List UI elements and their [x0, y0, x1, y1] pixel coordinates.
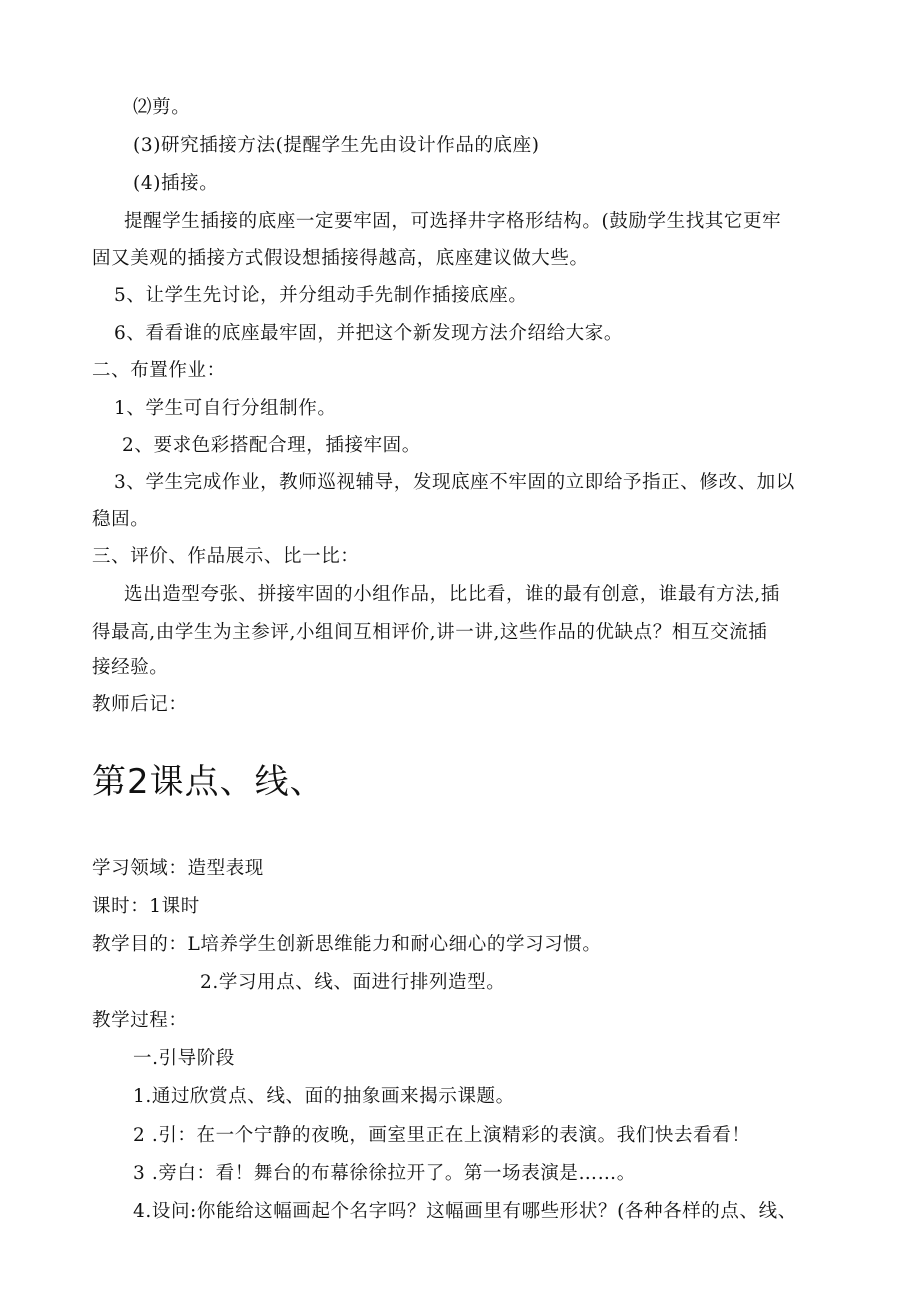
teaching-process-title: 教学过程： [92, 1010, 188, 1031]
process-step-3: 3 .旁白：看！舞台的布幕徐徐拉开了。第一场表演是……。 [133, 1163, 636, 1184]
homework-item-2: 2、要求色彩搭配合理，插接牢固。 [122, 435, 421, 456]
process-step-1: 1.通过欣赏点、线、面的抽象画来揭示课题。 [133, 1086, 515, 1107]
tip-paragraph-line-2: 固又美观的插接方式假设想插接得越高，底座建议做大些。 [92, 248, 589, 269]
evaluation-title: 三、评价、作品展示、比一比： [92, 546, 360, 567]
homework-item-3-line-2: 稳固。 [92, 509, 150, 530]
stage-1-title: 一.引导阶段 [133, 1048, 235, 1069]
step-2-cut: ⑵剪。 [133, 97, 191, 118]
teaching-goal-2: 2.学习用点、线、面进行排列造型。 [200, 972, 506, 993]
evaluation-line-2: 得最高,由学生为主参评,小组间互相评价,讲一讲,这些作品的优缺点？相互交流插 [92, 622, 768, 643]
item-6: 6、看看谁的底座最牢固，并把这个新发现方法介绍给大家。 [114, 323, 623, 344]
item-5: 5、让学生先讨论，并分组动手先制作插接底座。 [114, 285, 528, 306]
teaching-goal-1: 教学目的：L培养学生创新思维能力和耐心细心的学习习惯。 [92, 934, 602, 955]
homework-title: 二、布置作业： [92, 360, 226, 381]
process-step-2: 2 .引：在一个宁静的夜晚，画室里正在上演精彩的表演。我们快去看看！ [133, 1125, 751, 1146]
step-4-insert: (4)插接。 [133, 173, 219, 194]
teacher-postscript: 教师后记： [92, 694, 188, 715]
tip-paragraph-line-1: 提醒学生插接的底座一定要牢固，可选择井字格形结构。(鼓励学生找其它更牢 [124, 211, 782, 232]
learning-domain: 学习领域：造型表现 [92, 858, 264, 879]
homework-item-3-line-1: 3、学生完成作业，教师巡视辅导，发现底座不牢固的立即给予指正、修改、加以 [114, 472, 795, 493]
homework-item-1: 1、学生可自行分组制作。 [114, 398, 337, 419]
step-3-research: (3)研究插接方法(提醒学生先由设计作品的底座) [133, 135, 540, 156]
evaluation-line-1: 选出造型夸张、拼接牢固的小组作品，比比看，谁的最有创意，谁最有方法,插 [124, 584, 780, 605]
evaluation-line-3: 接经验。 [92, 657, 169, 678]
class-hours: 课时：1课时 [92, 896, 200, 917]
lesson-2-heading: 第2课点、线、 [92, 762, 325, 802]
process-step-4: 4.设问:你能给这幅画起个名字吗？这幅画里有哪些形状？(各种各样的点、线、 [133, 1201, 797, 1222]
